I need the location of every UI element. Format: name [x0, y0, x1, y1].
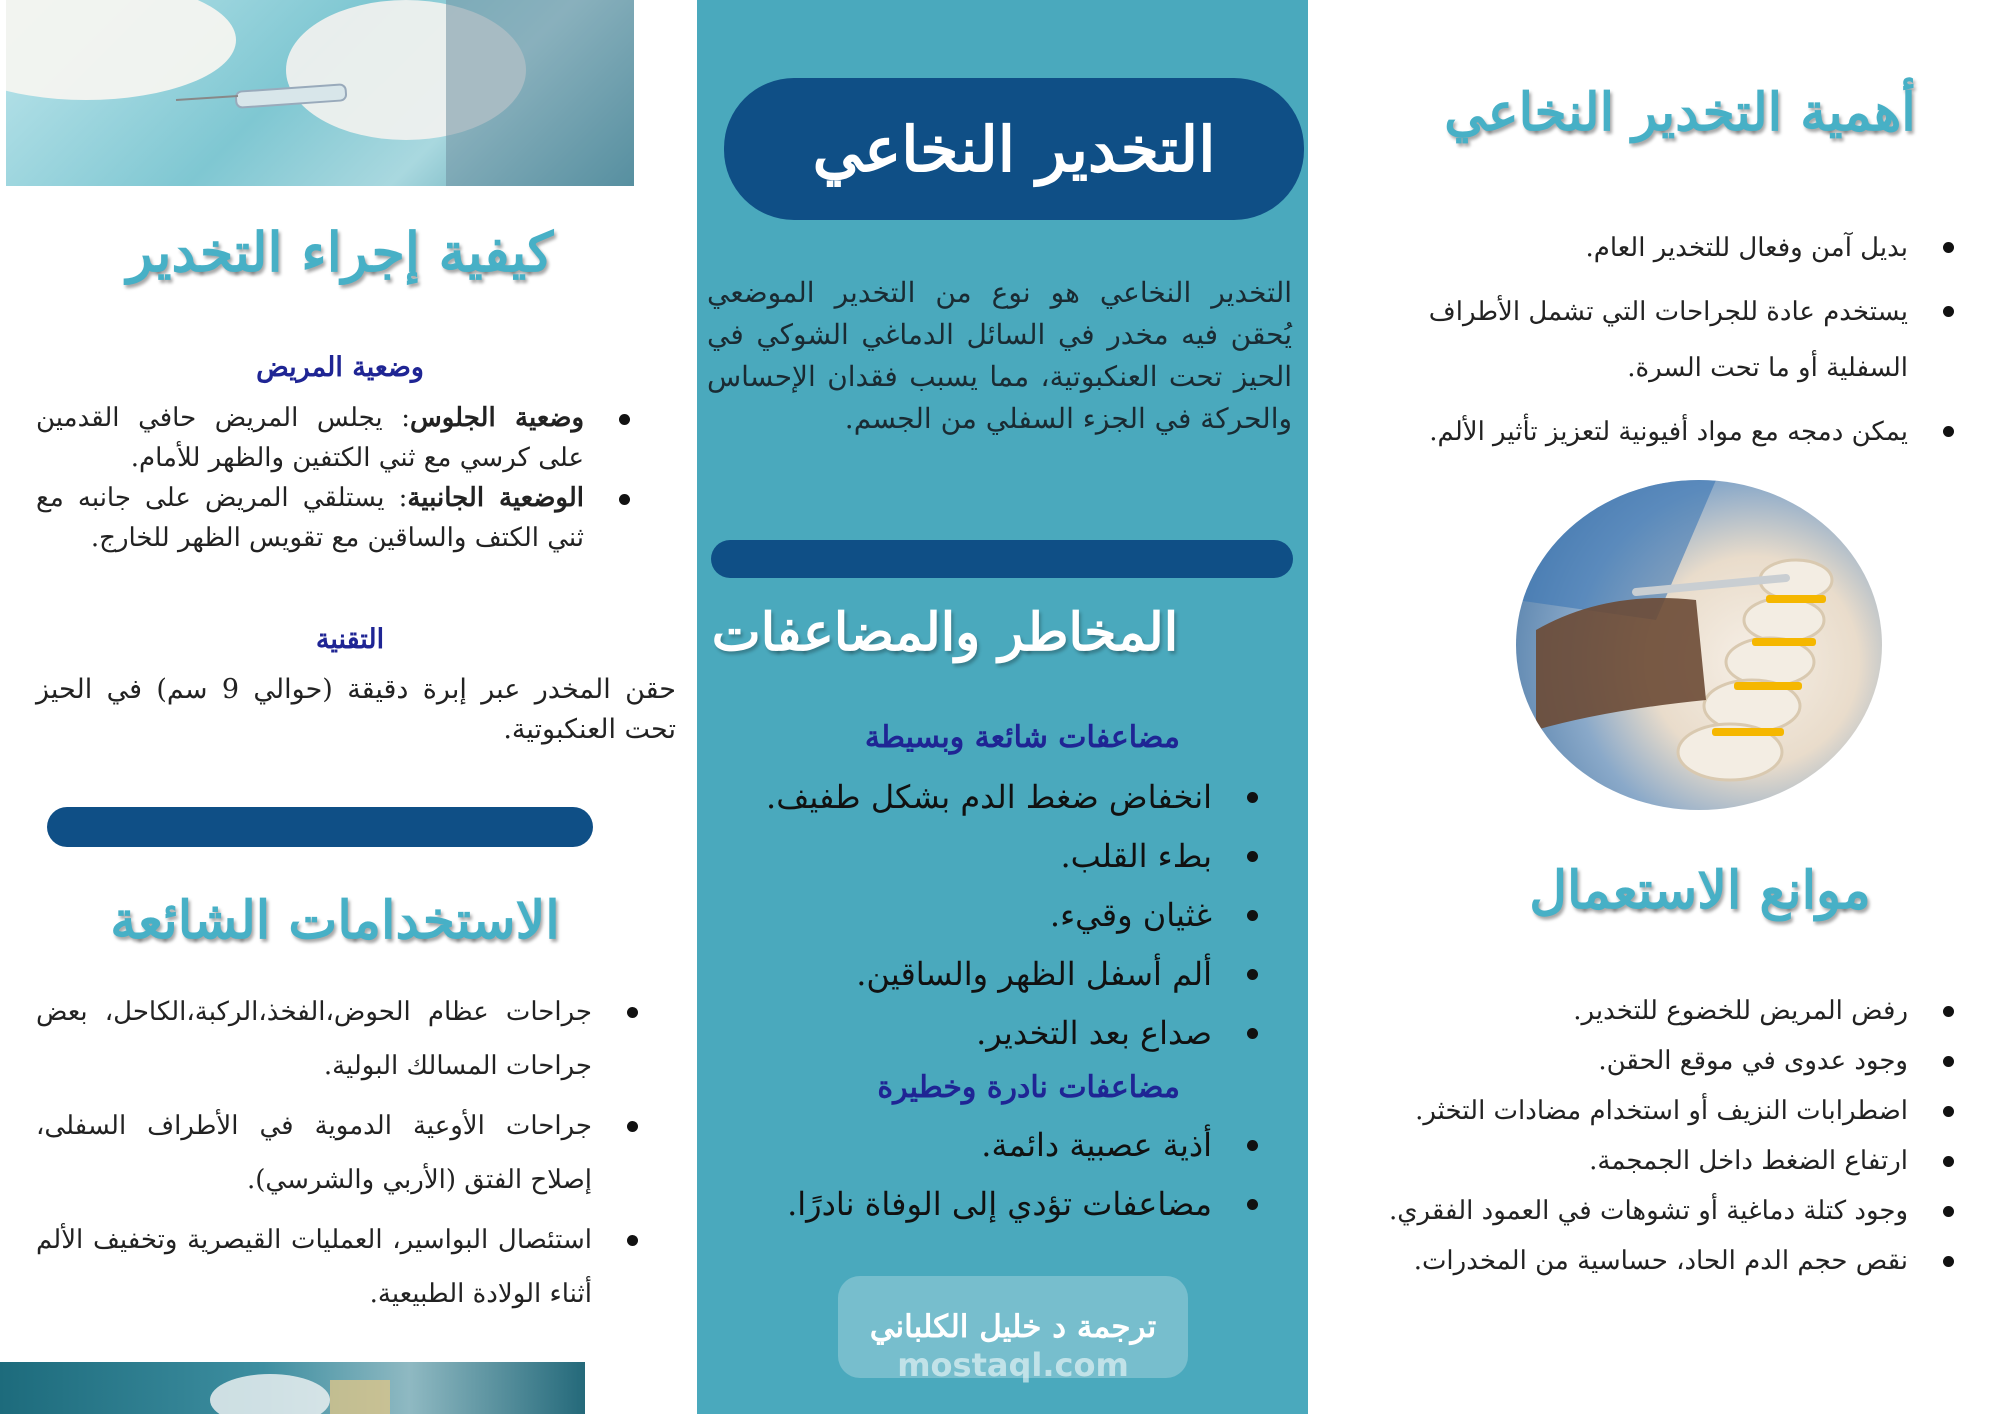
list-item: بديل آمن وفعال للتخدير العام.	[1380, 220, 1960, 276]
list-item: جراحات الأوعية الدموية في الأطراف السفلى، إصلاح الفتق (الأربي والشرسي).	[36, 1099, 644, 1207]
list-item: انخفاض ضغط الدم بشكل طفيف.	[718, 778, 1264, 816]
list-item: وجود كتلة دماغية أو تشوهات في العمود الفقري.	[1370, 1188, 1960, 1234]
list-item: جراحات عظام الحوض،الفخذ،الركبة،الكاحل، بعض جراحات المسالك البولية.	[36, 985, 644, 1093]
uses-list	[36, 985, 644, 1321]
rare-subheading: مضاعفات نادرة وخطيرة	[877, 1070, 1180, 1105]
list-item: غثيان وقيء.	[718, 896, 1264, 934]
common-subheading: مضاعفات شائعة وبسيطة	[864, 720, 1180, 755]
translator-credit: ترجمة د خليل الكلباني	[838, 1276, 1188, 1378]
spine-model-photo	[1516, 480, 1882, 810]
list-item: بطء القلب.	[718, 837, 1264, 875]
syringe-photo	[6, 0, 634, 186]
uses-heading: الاستخدامات الشائعة	[110, 890, 560, 951]
list-item	[36, 398, 636, 478]
list-item: يستخدم عادة للجراحات التي تشمل الأطراف السفلية أو ما تحت السرة.	[1380, 284, 1960, 396]
watermark: mostaql.com	[897, 1346, 1129, 1384]
section-divider	[711, 540, 1293, 578]
position-label: الوضعية الجانبية	[407, 483, 584, 513]
list-item: أذية عصبية دائمة.	[718, 1126, 1264, 1164]
position-text: : يجلس المريض حافي القدمين على كرسي مع ثني الكتفين والظهر للأمام.	[36, 403, 584, 473]
list-item: يمكن دمجه مع مواد أفيونية لتعزيز تأثير الألم.	[1380, 404, 1960, 460]
list-item: صداع بعد التخدير.	[718, 1014, 1264, 1052]
technique-subheading: التقنية	[315, 624, 385, 655]
contraindications-list	[1370, 988, 1960, 1284]
main-title: التخدير النخاعي	[724, 78, 1304, 220]
list-item: رفض المريض للخضوع للتخدير.	[1370, 988, 1960, 1034]
intro-text: التخدير النخاعي هو نوع من التخدير الموضعي يُحقن فيه مخدر في السائل الدماغي الشوكي في الحيز تحت العنكبوتية، مما يسبب فقدان الإحساس والحركة في الجزء السفلي من الجسم.	[707, 276, 1292, 435]
rare-complications-list	[718, 1126, 1264, 1244]
position-label: وضعية الجلوس	[409, 403, 584, 433]
common-complications-list	[718, 778, 1264, 1073]
position-text: : يستلقي المريض على جانبه مع ثني الكتف والساقين مع تقويس الظهر للخارج.	[36, 483, 584, 553]
list-item: اضطرابات النزيف أو استخدام مضادات التخثر.	[1370, 1088, 1960, 1134]
list-item: وجود عدوى في موقع الحقن.	[1370, 1038, 1960, 1084]
importance-list	[1380, 220, 1960, 460]
list-item: نقص حجم الدم الحاد، حساسية من المخدرات.	[1370, 1238, 1960, 1284]
risks-heading: المخاطر والمضاعفات	[711, 602, 1179, 663]
contraindications-heading: موانع الاستعمال	[1529, 860, 1871, 921]
surgery-photo	[0, 1362, 585, 1414]
position-subheading: وضعية المريض	[256, 352, 424, 383]
list-item	[36, 478, 636, 558]
technique-text: حقن المخدر عبر إبرة دقيقة (حوالي 9 سم) في الحيز تحت العنكبوتية.	[36, 674, 676, 745]
importance-heading: أهمية التخدير النخاعي	[1444, 82, 1916, 143]
positions-list	[36, 398, 636, 558]
procedure-heading: كيفية إجراء التخدير	[126, 220, 554, 284]
list-item: ألم أسفل الظهر والساقين.	[718, 955, 1264, 993]
section-divider	[47, 807, 593, 847]
list-item: ارتفاع الضغط داخل الجمجمة.	[1370, 1138, 1960, 1184]
list-item: مضاعفات تؤدي إلى الوفاة نادرًا.	[718, 1185, 1264, 1223]
list-item: استئصال البواسير، العمليات القيصرية وتخفيف الألم أثناء الولادة الطبيعية.	[36, 1213, 644, 1321]
